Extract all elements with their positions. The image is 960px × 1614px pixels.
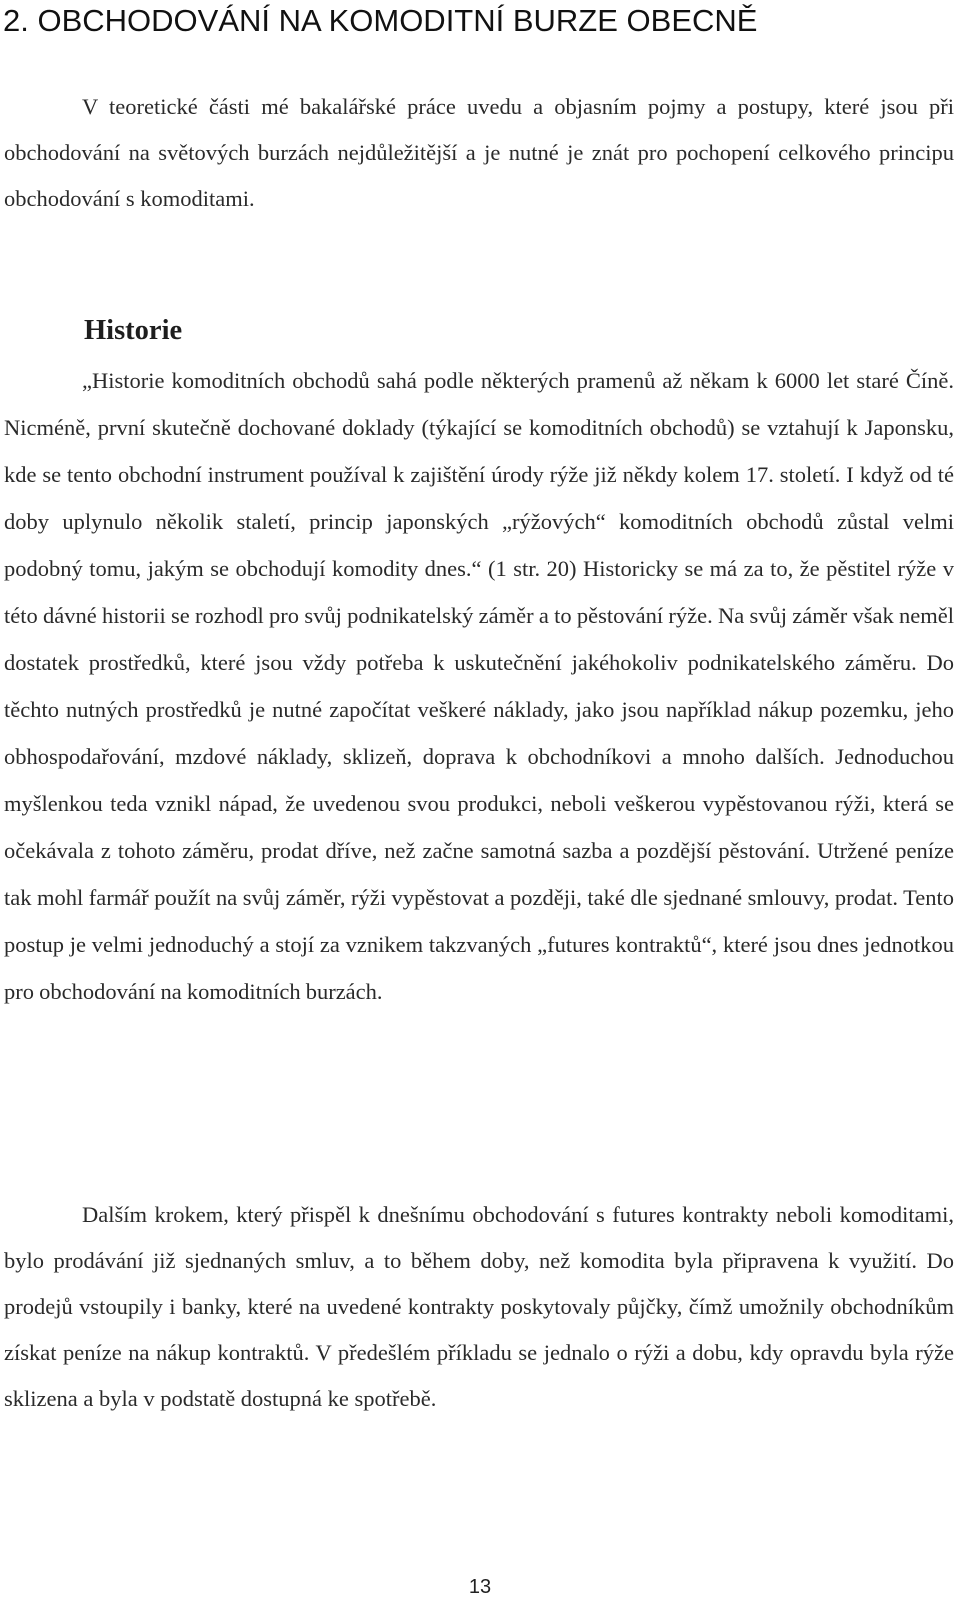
- section-title: 2. OBCHODOVÁNÍ NA KOMODITNÍ BURZE OBECNĚ: [3, 3, 758, 38]
- final-paragraph: Dalším krokem, který přispěl k dnešnímu obchodování s futures kontrakty neboli komoditami, bylo prodávání již sjednaných smluv, a to během doby, než komodita byla připravena k využití. Do prodejů vstoupily i banky, které na uvedené kontrakty poskytovaly půjčky, čímž umožnily obchodníkům získat peníze na nákup kontraktů. V předešlém příkladu se jednalo o rýži a dobu, kdy opravdu byla rýže sklizena a byla v podstatě dostupná ke spotřebě.: [4, 1202, 954, 1411]
- history-paragraph: „Historie komoditních obchodů sahá podle některých pramenů až někam k 6000 let staré Číně. Nicméně, první skutečně dochované doklady (týkající se komoditních obchodů) se vztahují k Japonsku, kde se tento obchodní instrument používal k zajištění úrody rýže již někdy kolem 17. století. I když od té doby uplynulo několik staletí, princip japonských „rýžových“ komoditních obchodů zůstal velmi podobný tomu, jakým se obchodují komodity dnes.“ (1 str. 20) Historicky se má za to, že pěstitel rýže v této dávné historii se rozhodl pro svůj podnikatelský záměr a to pěstování rýže. Na svůj záměr však neměl dostatek prostředků, které jsou vždy potřeba k uskutečnění jakéhokoliv podnikatelského záměru. Do těchto nutných prostředků je nutné započítat veškeré náklady, jako jsou například nákup pozemku, jeho obhospodařování, mzdové náklady, sklizeň, doprava k obchodníkovi a mnoho dalších. Jednoduchou myšlenkou teda vznikl nápad, že uvedenou svou produkci, neboli veškerou vypěstovanou rýži, která se očekávala z tohoto záměru, prodat dříve, než začne samotná sazba a pozdější pěstování. Utržené peníze tak mohl farmář použít na svůj záměr, rýži vypěstovat a později, také dle sjednané smlouvy, prodat. Tento postup je velmi jednoduchý a stojí za vznikem takzvaných „futures kontraktů“, které jsou dnes jednotkou pro obchodování na komoditních burzách.: [4, 368, 954, 1004]
- page-number: 13: [468, 1576, 492, 1598]
- intro-paragraph: V teoretické části mé bakalářské práce uvedu a objasním pojmy a postupy, které jsou při obchodování na světových burzách nejdůležitější a je nutné je znát pro pochopení celkového principu obchodování s komoditami.: [4, 94, 954, 211]
- subsection-title-historie: Historie: [84, 315, 183, 346]
